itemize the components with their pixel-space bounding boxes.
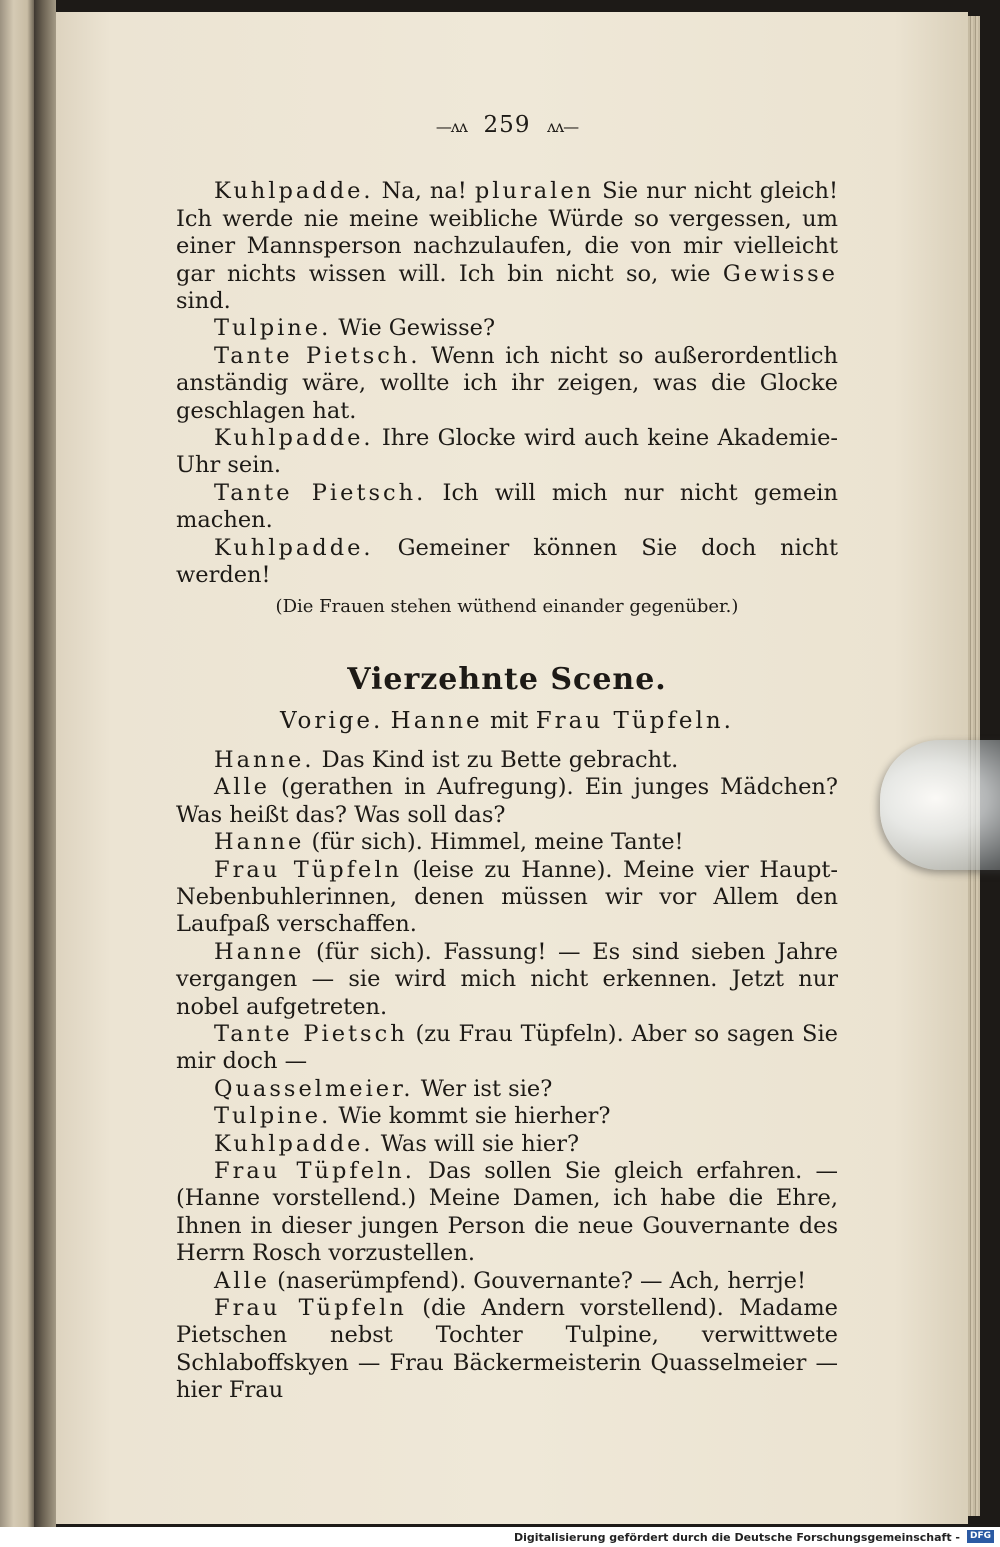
line-text: (naserümpfend). Gouvernante? — Ach, herrje!: [269, 1267, 806, 1294]
speaker-name: Kuhlpadde.: [214, 425, 374, 452]
dialogue-line: [176, 1021, 838, 1076]
dialogue-line: [176, 178, 838, 315]
speaker-name: Tante Pietsch.: [214, 479, 427, 506]
speaker-name: Frau Tüpfeln: [214, 856, 403, 883]
page-number-ornament-right: ʌʌ—: [547, 117, 579, 136]
speaker-name: Hanne: [214, 829, 305, 856]
book-gutter: [34, 0, 56, 1527]
dialogue-line: [176, 1295, 838, 1405]
line-text: Das Kind ist zu Bette gebracht.: [314, 746, 679, 773]
line-text: Wie Gewisse?: [331, 315, 496, 342]
speaker-name: Tulpine.: [214, 1103, 332, 1130]
dialogue-line: [176, 425, 838, 480]
digitization-footer: [0, 1527, 1000, 1547]
line-text: Na, na!: [373, 178, 475, 205]
stage-direction: (Die Frauen stehen wüthend einander gegenüber.): [275, 595, 739, 617]
scene-characters-part: mit: [482, 707, 536, 734]
speaker-name: Tulpine.: [214, 315, 332, 342]
page-number: [176, 112, 838, 140]
line-text: (für sich). Himmel, meine Tante!: [304, 829, 684, 856]
footer-credit: Digitalisierung gefördert durch die Deutsche Forschungsgemeinschaft -: [513, 1531, 960, 1544]
speaker-name: Kuhlpadde.: [214, 1130, 374, 1157]
dialogue-line: [176, 939, 838, 1021]
speaker-name: Alle: [214, 774, 270, 801]
dialogue-line: [176, 480, 838, 535]
line-text: Wenn ich nicht so außerordentlich anständig wäre, wollte ich ihr zeigen, was die Glocke geschlagen hat.: [176, 342, 838, 424]
dialogue-line: [176, 857, 838, 939]
page-number-ornament-left: —ʌʌ: [435, 117, 467, 136]
dialogue-line: [176, 1103, 838, 1130]
line-text: (die Andern vorstellend). Madame Pietschen nebst Tochter Tulpine, verwittwete Schlaboffskyen — Frau Bäckermeisterin Quasselmeier — hier Frau: [176, 1295, 838, 1404]
dialogue-line: [176, 535, 838, 590]
line-text: Ich will mich nur nicht gemein machen.: [176, 479, 838, 534]
scene-characters: [176, 708, 838, 735]
speaker-name: Hanne: [214, 938, 305, 965]
dialogue-line: [176, 1076, 838, 1103]
dialogue-line: [176, 343, 838, 425]
speaker-name: Alle: [214, 1267, 270, 1294]
scene-characters-part: Frau Tüpfeln.: [535, 707, 734, 734]
facing-page-edge: [0, 0, 34, 1527]
emphasized-word: pluralen: [474, 178, 595, 205]
dfg-logo: DFG: [967, 1530, 994, 1543]
speaker-name: Frau Tüpfeln.: [214, 1158, 415, 1184]
emphasized-word: Gewisse: [722, 260, 838, 287]
speaker-name: Hanne.: [214, 746, 315, 773]
scene-characters-part: Hanne: [390, 707, 483, 734]
line-text: (gerathen in Aufregung). Ein junges Mädchen? Was heißt das? Was soll das?: [176, 774, 838, 828]
line-text: sind.: [176, 288, 231, 315]
speaker-name: Quasselmeier.: [214, 1075, 414, 1102]
line-text: Wie kommt sie hierher?: [331, 1103, 611, 1130]
dialogue-line: [176, 747, 838, 774]
dialogue-line: [176, 1131, 838, 1158]
line-text: (leise zu Hanne). Meine vier Haupt-Nebenbuhlerinnen, denen müssen wir vor Allem den Laufpaß verschaffen.: [176, 856, 839, 938]
line-text: Ihre Glocke wird auch keine Akademie-Uhr sein.: [176, 425, 838, 479]
page-clip: [880, 740, 1000, 870]
scene-characters-space: [383, 708, 390, 734]
line-text: Sie nur nicht gleich! Ich werde nie meine weibliche Würde so vergessen, um einer Mannsperson nachzulaufen, die von mir vielleicht gar nichts wissen will. Ich bin nicht so, wie: [176, 178, 838, 287]
speaker-name: Kuhlpadde.: [214, 534, 374, 561]
speaker-name: Kuhlpadde.: [214, 178, 374, 205]
dialogue-line: [176, 774, 838, 829]
speaker-name: Frau Tüpfeln: [214, 1295, 407, 1322]
line-text: Was will sie hier?: [373, 1130, 580, 1157]
dialogue-line: [176, 829, 838, 856]
scene-heading: Vierzehnte Scene.: [347, 661, 667, 697]
line-text: Gemeiner können Sie doch nicht werden!: [176, 534, 838, 589]
line-text: (für sich). Fassung! — Es sind sieben Jahre vergangen — sie wird mich nicht erkennen. Jetzt nur nobel aufgetreten.: [176, 938, 838, 1020]
page-number-value: 259: [483, 112, 531, 138]
speaker-name: Tante Pietsch.: [214, 342, 421, 369]
speaker-name: Tante Pietsch: [214, 1020, 408, 1047]
line-text: Wer ist sie?: [413, 1075, 553, 1102]
scene-characters-part: Vorige.: [280, 707, 384, 734]
dialogue-line: [176, 315, 838, 342]
dialogue-line: [176, 1158, 838, 1268]
line-text: Das sollen Sie gleich erfahren. — (Hanne vorstellend.) Meine Damen, ich habe die Ehre, Ihnen in dieser jungen Person die neue Gouvernante des Herrn Rosch vorzustellen.: [176, 1158, 838, 1267]
page-text: [176, 112, 838, 1405]
line-text: (zu Frau Tüpfeln). Aber so sagen Sie mir doch —: [176, 1020, 838, 1075]
dialogue-line: [176, 1268, 838, 1295]
